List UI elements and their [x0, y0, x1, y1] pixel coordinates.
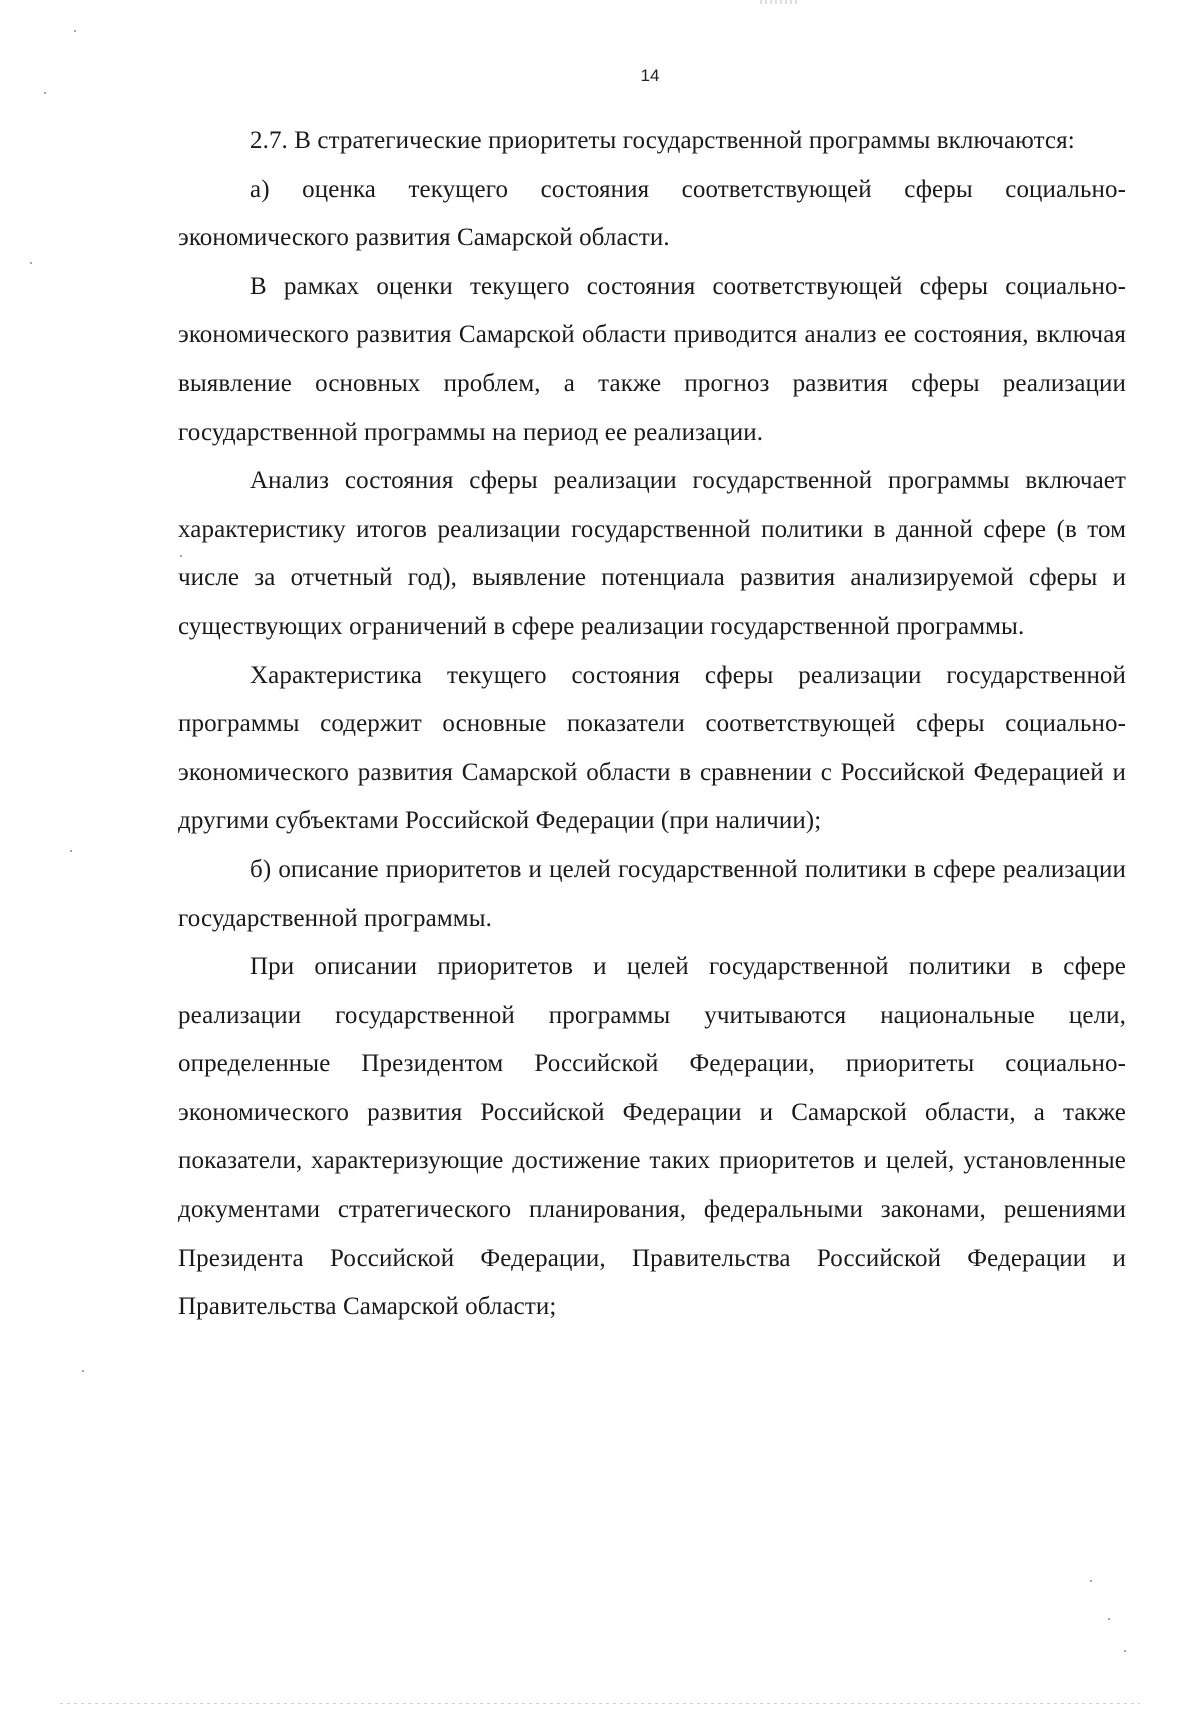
scan-speck — [74, 30, 76, 32]
scan-speck — [1124, 1650, 1126, 1652]
page-number: 14 — [640, 66, 660, 85]
scan-speck — [44, 92, 46, 94]
scan-speck — [1108, 1618, 1110, 1620]
paragraph-item-a: а) оценка текущего состояния соответствующей сферы социально-экономического развития Самарской области. — [178, 175, 1126, 252]
paragraph-item-b: б) описание приоритетов и целей государственной политики в сфере реализации государственной программы. — [178, 855, 1126, 932]
paragraph-priorities-description: При описании приоритетов и целей государственной политики в сфере реализации государственной программы учитываются национальные цели, определенные Президентом Российской Федерации, приоритеты социально-экономического развития Российской Федерации и Самарской области, а также показатели, характеризующие достижение таких приоритетов и целей, установленные документами стратегического планирования, федеральными законами, решениями Президента Российской Федерации, Правительства Российской Федерации и Правительства Самарской области; — [178, 953, 1126, 1321]
document-body — [178, 117, 1126, 1332]
scan-speck — [82, 1370, 84, 1372]
scan-speck — [180, 555, 182, 557]
scan-artifact-top — [760, 0, 800, 4]
scan-speck — [70, 850, 72, 852]
paragraph-characteristics: Характеристика текущего состояния сферы реализации государственной программы содержит основные показатели соответствующей сферы социально-экономического развития Самарской области в сравнении с Российской Федерацией и другими субъектами Российской Федерации (при наличии); — [178, 661, 1126, 835]
paragraph-analysis-content: Анализ состояния сферы реализации государственной программы включает характеристику итогов реализации государственной политики в данной сфере (в том числе за отчетный год), выявление потенциала развития анализируемой сферы и существующих ограничений в сфере реализации государственной программы. — [178, 467, 1126, 640]
scan-speck — [30, 262, 32, 264]
scan-artifact-bottom — [60, 1703, 1140, 1704]
scan-speck — [1090, 1580, 1092, 1582]
paragraph-2-7-intro: 2.7. В стратегические приоритеты государственной программы включаются: — [250, 127, 1075, 154]
paragraph-assessment-scope: В рамках оценки текущего состояния соответствующей сферы социально-экономического развития Самарской области приводится анализ ее состояния, включая выявление основных проблем, а также прогноз развития сферы реализации государственной программы на период ее реализации. — [178, 272, 1126, 446]
